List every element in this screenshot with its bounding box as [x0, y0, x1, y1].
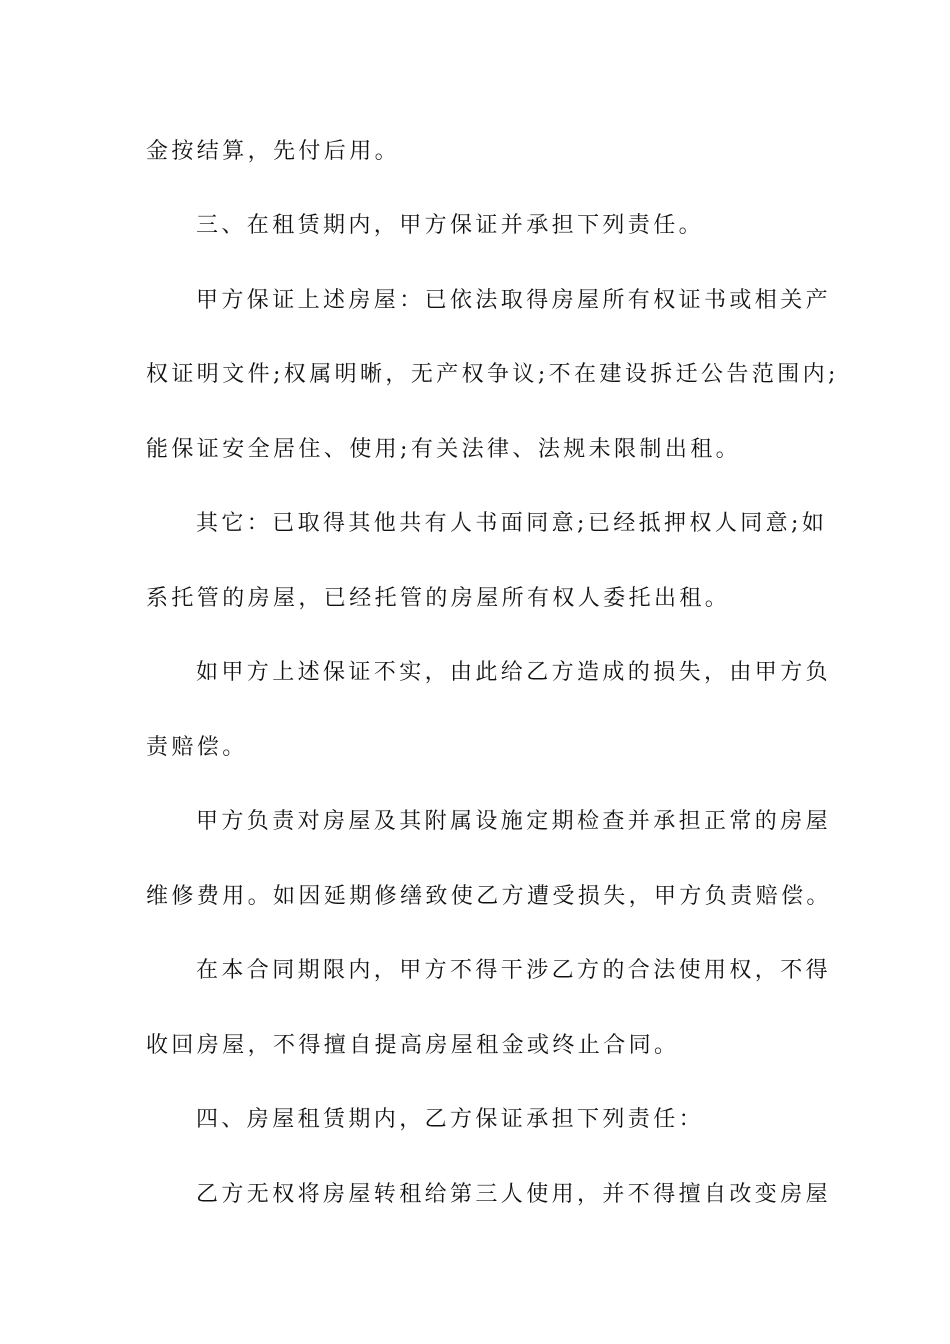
- line-text: 责赔偿。: [146, 735, 248, 760]
- text-line: [0, 728, 950, 768]
- text-line: [0, 355, 950, 395]
- line-text: 权证明文件;权属明晰，无产权争议;不在建设拆迁公告范围内;: [146, 362, 839, 387]
- line-text: 能保证安全居住、使用;有关法律、法规未限制出租。: [146, 437, 742, 462]
- line-text: 在本合同期限内，甲方不得干涉乙方的合法使用权，不得: [196, 958, 832, 983]
- line-text: 金按结算，先付后用。: [146, 139, 401, 164]
- text-line: [0, 1175, 950, 1215]
- text-line: [0, 1026, 950, 1066]
- text-line: [0, 877, 950, 917]
- line-text: 三、在租赁期内，甲方保证并承担下列责任。: [196, 213, 705, 238]
- line-text: 四、房屋租赁期内，乙方保证承担下列责任：: [196, 1107, 705, 1132]
- line-text: 其它：已取得其他共有人书面同意;已经抵押权人同意;如: [196, 511, 828, 536]
- line-text: 维修费用。如因延期修缮致使乙方遭受损失，甲方负责赔偿。: [146, 884, 832, 909]
- text-line: [0, 579, 950, 619]
- line-text: 乙方无权将房屋转租给第三人使用，并不得擅自改变房屋: [196, 1182, 832, 1207]
- line-text: 系托管的房屋，已经托管的房屋所有权人委托出租。: [146, 586, 731, 611]
- text-line: [0, 430, 950, 470]
- line-text: 收回房屋，不得擅自提高房屋租金或终止合同。: [146, 1033, 680, 1058]
- line-text: 如甲方上述保证不实，由此给乙方造成的损失，由甲方负: [196, 660, 832, 685]
- text-line: [0, 504, 950, 544]
- line-text: 甲方负责对房屋及其附属设施定期检查并承担正常的房屋: [196, 809, 832, 834]
- text-line: [0, 802, 950, 842]
- line-text: 甲方保证上述房屋：已依法取得房屋所有权证书或相关产: [196, 288, 832, 313]
- text-line: [0, 951, 950, 991]
- text-line: [0, 132, 950, 172]
- text-line: [0, 653, 950, 693]
- text-line: [0, 206, 950, 246]
- text-line: [0, 1100, 950, 1140]
- text-line: [0, 281, 950, 321]
